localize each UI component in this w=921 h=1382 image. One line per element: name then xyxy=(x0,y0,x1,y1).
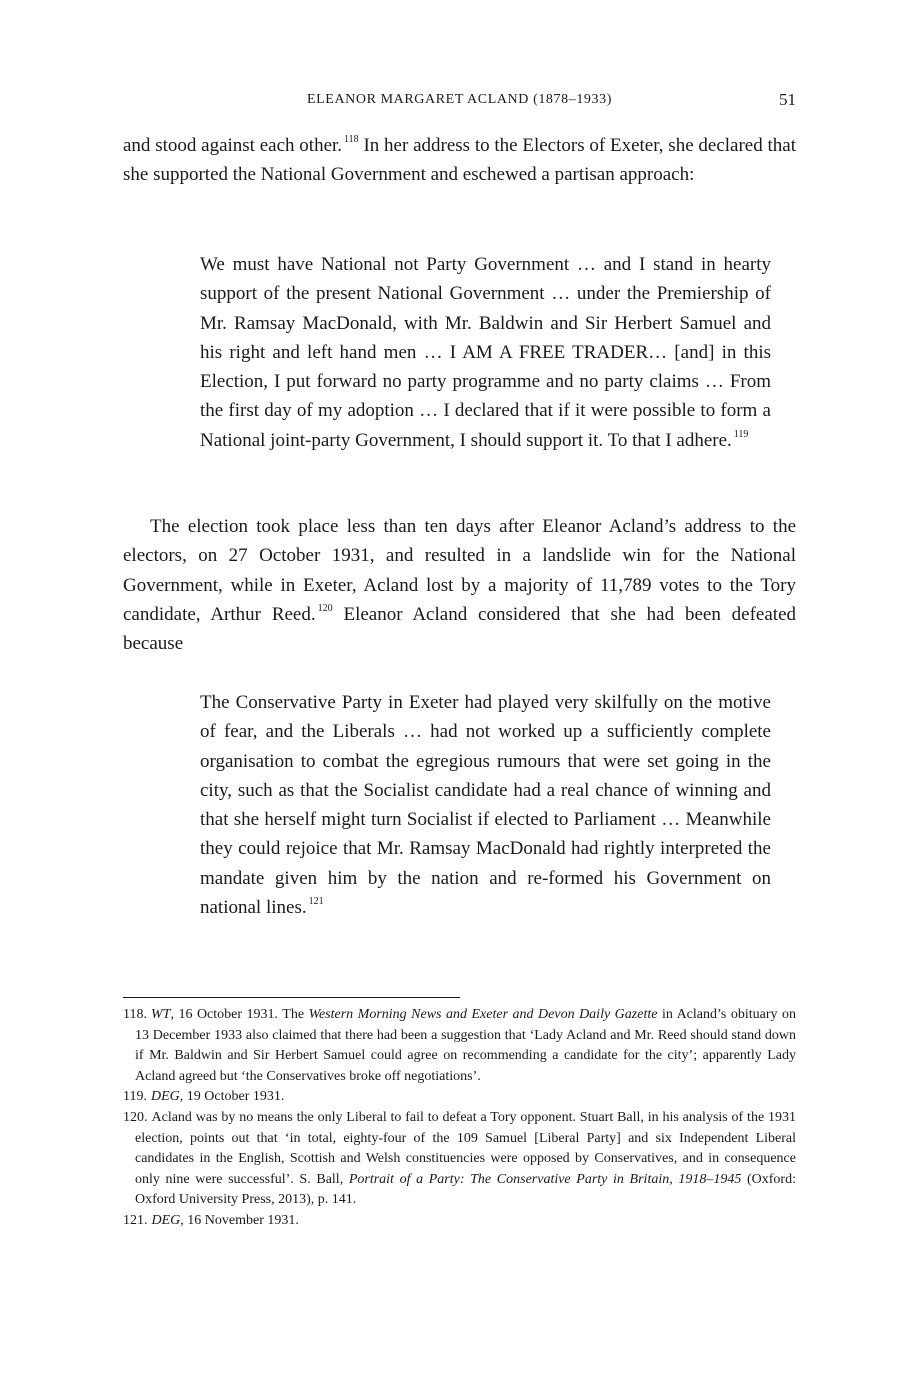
footnote-text: (Oxford: Oxford University Press, 2013), p. 141. xyxy=(135,1171,796,1208)
page-number: 51 xyxy=(779,90,796,109)
footnote-ref-121[interactable]: 121 xyxy=(308,896,324,908)
footnote-italic: WT xyxy=(150,1007,171,1022)
footnote-121 xyxy=(123,1211,796,1232)
footnote-italic: DEG xyxy=(150,1089,180,1105)
footnote-ref-119[interactable]: 119 xyxy=(733,428,749,440)
paragraph-text: In her address to the Electors of Exeter, she declared that she supported the National Government and eschewed a partisan approach: xyxy=(123,135,796,186)
footnote-italic: DEG xyxy=(151,1212,181,1228)
footnote-divider xyxy=(123,997,460,998)
running-head xyxy=(123,88,796,112)
footnote-text: in Acland’s obituary on 13 December 1933 also claimed that there had been a suggestion that ‘Lady Acland and Mr. Reed should stand down if Mr. Baldwin and Sir Herbert Samuel could agree on recommending a candidate for the city’; apparently Lady Acland agreed but ‘the Conservatives broke off negotiations’. xyxy=(135,1007,796,1084)
block-quote-1 xyxy=(200,250,771,455)
footnote-number: 121. xyxy=(123,1212,148,1228)
running-title: ELEANOR MARGARET ACLAND (1878–1933) xyxy=(306,92,612,107)
paragraph-text: The election took place less than ten days after Eleanor Acland’s address to the electors, on 27 October 1931, and resulted in a landslide win for the National Government, while in Exeter, Acland lost by a majority of 11,789 votes to the Tory candidate, Arthur Reed. xyxy=(123,516,796,625)
footnote-120 xyxy=(123,1108,796,1211)
footnote-text: , 19 October 1931. xyxy=(179,1089,285,1105)
footnote-text: , 16 October 1931. The xyxy=(170,1007,309,1022)
footnote-118 xyxy=(123,1005,796,1087)
quote-text: The Conservative Party in Exeter had played very skilfully on the motive of fear, and the Liberals … had not worked up a sufficiently complete organisation to combat the egregious rumours that were set going in the city, such as that the Socialist candidate had a real chance of winning and that she herself might turn Socialist if elected to Parliament … Meanwhile they could rejoice that Mr. Ramsay MacDonald had rightly interpreted the mandate given him by the nation and re-formed his Government on national lines. xyxy=(200,692,771,919)
footnote-italic: Western Morning News and Exeter and Devon Daily Gazette xyxy=(308,1007,658,1022)
paragraph-text: and stood against each other. xyxy=(123,135,343,156)
footnote-number: 119. xyxy=(123,1089,147,1105)
paragraph-text: Eleanor Acland considered that she had been defeated because xyxy=(123,603,797,655)
footnote-ref-120[interactable]: 120 xyxy=(317,602,333,614)
footnotes xyxy=(123,1005,796,1232)
body-paragraph-1 xyxy=(123,131,796,190)
block-quote-2 xyxy=(200,688,771,922)
body-paragraph-2 xyxy=(123,512,796,658)
footnote-text: , 16 November 1931. xyxy=(180,1212,299,1228)
footnote-text: Acland was by no means the only Liberal to fail to defeat a Tory opponent. Stuart Ball, in his analysis of the 1931 election, points out that ‘in total, eighty-four of the 109 Samuel [Liberal Party] and six Independent Liberal candidates in the English, Scottish and Welsh constituencies were opposed by Conservatives, and in consequence only nine were successful’. S. Ball, xyxy=(135,1109,796,1187)
quote-text: We must have National not Party Government … and I stand in hearty support of the present National Government … under the Premiership of Mr. Ramsay MacDonald, with Mr. Baldwin and Sir Herbert Samuel and his right and left hand men … I AM A FREE TRADER… [and] in this Election, I put forward no party programme and no party claims … From the first day of my adoption … I declared that if it were possible to form a National joint-party Government, I should support it. To that I adhere. xyxy=(200,254,771,451)
footnote-119 xyxy=(123,1087,796,1108)
footnote-ref-118[interactable]: 118 xyxy=(344,134,359,145)
footnote-italic: Portrait of a Party: The Conservative Party in Britain, 1918–1945 xyxy=(348,1171,742,1187)
footnote-number: 120. xyxy=(123,1109,148,1125)
footnote-number: 118. xyxy=(123,1007,147,1022)
